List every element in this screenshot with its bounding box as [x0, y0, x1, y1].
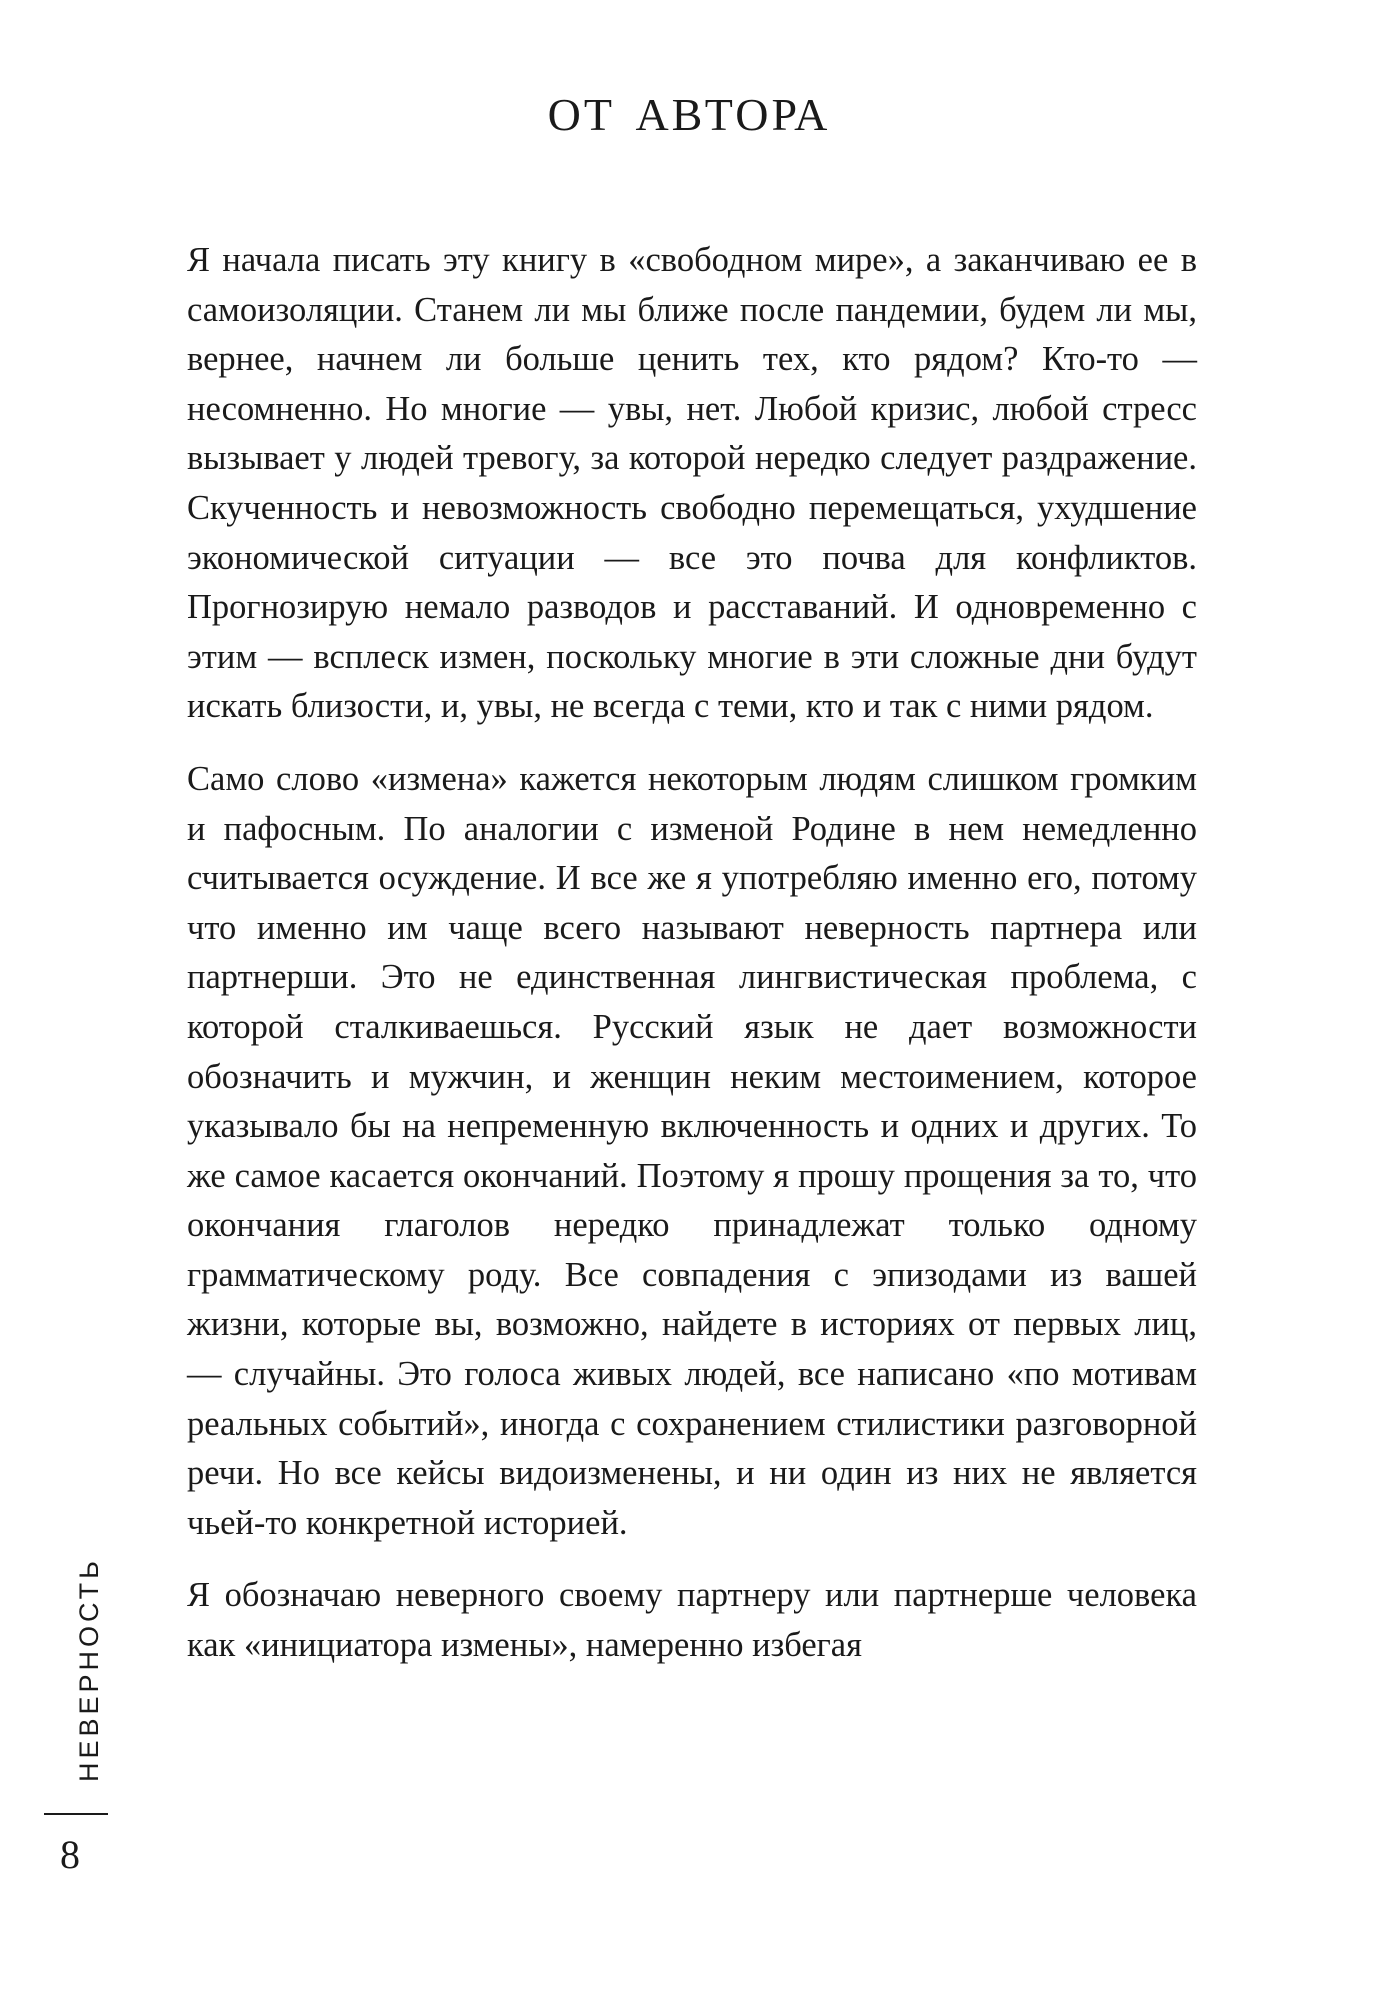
side-rule: [44, 1813, 108, 1815]
page-number: 8: [60, 1832, 80, 1877]
paragraph-2: Само слово «измена» кажется некоторым людям слишком громким и пафосным. По аналогии с изменой Родине в нем немедленно считывается осуждение. И все же я употребляю именно его, потому что именно им чаще всего называют неверность партнера или партнерши. Это не единственная лингвистическая проблема, с которой сталкиваешься. Русский язык не дает возможности обозначить и мужчин, и женщин неким местоимением, которое указывало бы на непременную включенность и одних и других. То же самое касается окончаний. Поэтому я прошу прощения за то, что окончания глаголов нередко принадлежат только одному грамматическому роду. Все совпадения с эпизодами из вашей жизни, которые вы, возможно, найдете в историях от первых лиц, — случайны. Это голоса живых людей, все написано «по мотивам реальных событий», иногда с сохранением стилистики разговорной речи. Но все кейсы видоизменены, и ни один из них не является чьей-то конкретной историей.: [187, 759, 1197, 1542]
body-text: [187, 236, 1197, 1694]
page-title: ОТ АВТОРА: [547, 89, 831, 140]
running-header: НЕВЕРНОСТЬ: [74, 1557, 104, 1782]
paragraph-1: Я начала писать эту книгу в «свободном мире», а заканчиваю ее в самоизоляции. Станем ли мы ближе после пандемии, будем ли мы, вернее, начнем ли больше ценить тех, кто рядом? Кто-то — несомненно. Но многие — увы, нет. Любой кризис, любой стресс вызывает у людей тревогу, за которой нередко следует раздражение. Скученность и невозможность свободно перемещаться, ухудшение экономической ситуации — все это почва для конфликтов. Прогнозирую немало разводов и расставаний. И одновременно с этим — всплеск измен, поскольку многие в эти сложные дни будут искать близости, и, увы, не всегда с теми, кто и так с ними рядом.: [187, 241, 1197, 726]
paragraph-3: Я обозначаю неверного своему партнеру или партнерше человека как «инициатора измены», намеренно избегая: [187, 1576, 1197, 1665]
